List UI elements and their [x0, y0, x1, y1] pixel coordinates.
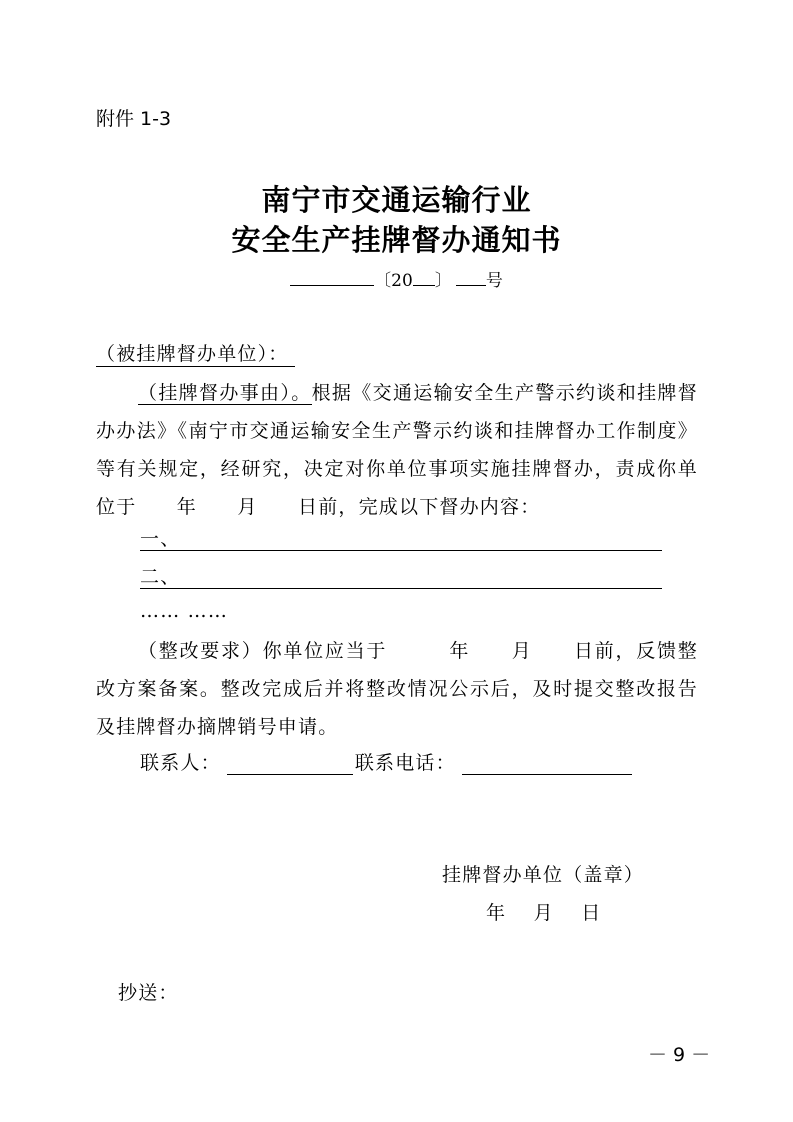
doc-year-blank	[413, 267, 435, 286]
reason-field: （挂牌督办事由）。	[138, 382, 312, 404]
contact-phone-label: 联系电话：	[354, 752, 456, 774]
item-2-label: 二、	[140, 566, 181, 588]
paragraph-rectification: （整改要求）你单位应当于 年 月 日前，反馈整改方案备案。整改完成后并将整改情况公示后，及时提交整改报告及挂牌督办摘牌销号申请。	[96, 640, 698, 738]
doc-number-suffix: 号	[485, 271, 503, 291]
document-title-line1: 南宁市交通运输行业	[261, 183, 532, 217]
ellipsis: …… ……	[140, 600, 229, 622]
contact-line	[140, 748, 632, 775]
page-number: － 9 －	[648, 1044, 711, 1066]
attachment-label: 附件 1-3	[96, 108, 172, 130]
doc-seq-blank	[456, 267, 486, 286]
contact-phone-blank	[462, 752, 632, 775]
supervision-item-2	[140, 562, 662, 589]
paragraph-main-text: 根据《交通运输安全生产警示约谈和挂牌督办办法》《南宁市交通运输安全生产警示约谈和挂牌督办工作制度》等有关规定，经研究，决定对你单位事项实施挂牌督办，责成你单位于 年 月 日前，完成以下督办内容：	[96, 382, 698, 518]
paragraph-main	[96, 374, 698, 526]
doc-number-year: 〔20	[374, 271, 413, 291]
cc-label: 抄送：	[118, 982, 179, 1004]
contact-person-blank	[227, 752, 353, 775]
document-number	[0, 266, 793, 291]
recipient-line: （被挂牌督办单位）：	[96, 339, 295, 367]
document-title-line2: 安全生产挂牌督办通知书	[231, 223, 562, 257]
contact-person-label: 联系人：	[140, 752, 221, 774]
signature-date: 年 月 日	[486, 902, 602, 924]
signature-unit: 挂牌督办单位（盖章）	[442, 864, 645, 886]
doc-prefix-blank	[290, 267, 374, 286]
doc-number-bracket-close: 〕	[434, 271, 452, 291]
item-1-label: 一、	[140, 528, 181, 550]
supervision-item-1	[140, 524, 662, 551]
